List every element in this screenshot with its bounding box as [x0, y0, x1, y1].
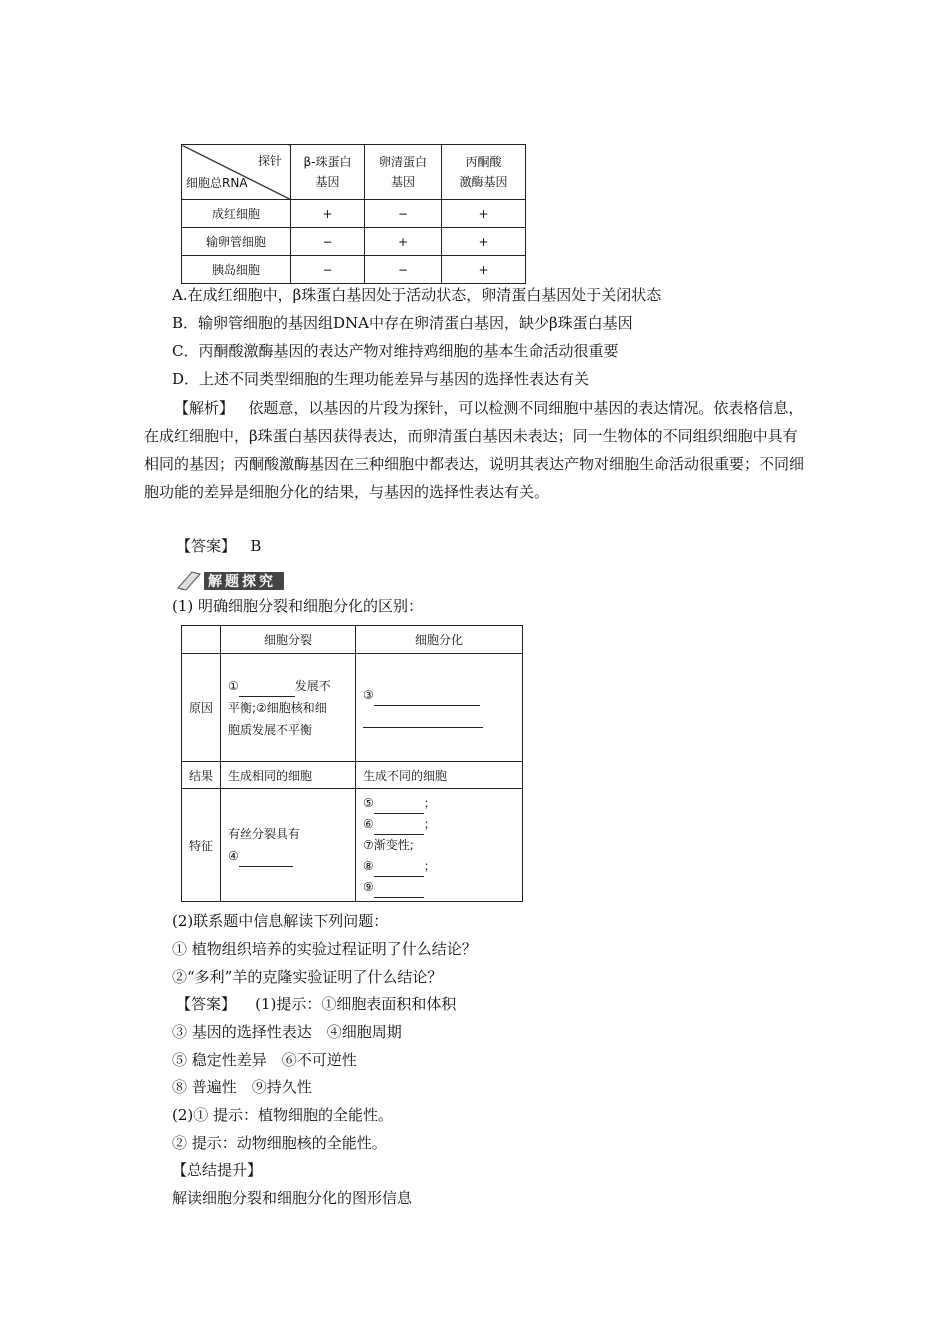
blank-6	[374, 834, 424, 835]
col-header: β-珠蛋白 基因	[291, 145, 365, 200]
marker-3: ③	[363, 688, 374, 702]
summary-text: 解读细胞分裂和细胞分化的图形信息	[172, 1189, 413, 1207]
row-label: 胰岛细胞	[182, 256, 291, 284]
question-1: (1) 明确细胞分裂和细胞分化的区别：	[172, 597, 424, 615]
marker-4: ④	[228, 849, 239, 863]
option-a: A.在成红细胞中，β珠蛋白基因处于活动状态，卵清蛋白基因处于关闭状态	[172, 286, 662, 304]
answer-line: ⑤ 稳定性差异 ⑥不可逆性	[172, 1051, 357, 1069]
row-label-result: 结果	[182, 762, 221, 789]
feature-text: 有丝分裂具有	[228, 827, 301, 841]
question-2-item: ②“多利”羊的克隆实验证明了什么结论？	[172, 968, 443, 986]
summary-label: 【总结提升】	[172, 1161, 263, 1179]
blank-1	[239, 696, 295, 697]
option-b: B．输卵管细胞的基因组DNA中存在卵清蛋白基因，缺少β珠蛋白基因	[172, 314, 633, 332]
blank-3	[374, 705, 480, 706]
cell-value: −	[291, 228, 365, 256]
analysis-label: 【解析】	[174, 399, 235, 417]
marker-5: ⑤	[363, 795, 374, 810]
blank-5	[374, 813, 424, 814]
option-c: C．丙酮酸激酶基因的表达产物对维持鸡细胞的基本生命活动很重要	[172, 342, 619, 360]
question-2-item: ① 植物组织培养的实验过程证明了什么结论？	[172, 940, 477, 958]
diagonal-header-cell	[182, 145, 291, 200]
cause-division-cell	[221, 654, 356, 762]
answer-2-line	[176, 994, 456, 1014]
cause-differentiation-cell	[356, 654, 523, 762]
header-probe: 探针	[257, 154, 282, 168]
cell-value: +	[442, 256, 526, 284]
answer-line: ⑧ 普遍性 ⑨持久性	[172, 1078, 312, 1096]
cell-value: +	[365, 228, 442, 256]
banner-text: 解题探究	[208, 574, 276, 590]
answer-value: B	[250, 537, 262, 555]
cell-value: −	[365, 200, 442, 228]
analysis-text: 依题意，以基因的片段为探针，可以检测不同细胞中基因的表达情况。依表格信息，在成红细胞中，β珠蛋白基因获得表达，而卵清蛋白基因未表达；同一生物体的不同组织细胞中具有相同的基因；丙酮酸激酶基因在三种细胞中都表达，说明其表达产物对细胞生命活动很重要；不同细胞功能的差异是细胞分化的结果，与基因的选择性表达有关。	[144, 399, 805, 501]
cell-value: +	[442, 200, 526, 228]
division-vs-differentiation-table	[181, 625, 523, 902]
result-differentiation: 生成不同的细胞	[356, 762, 523, 789]
col-header-differentiation: 细胞分化	[356, 626, 523, 654]
cell-value: −	[291, 256, 365, 284]
row-label: 成红细胞	[182, 200, 291, 228]
option-d: D．上述不同类型细胞的生理功能差异与基因的选择性表达有关	[172, 370, 590, 388]
cell-value: −	[365, 256, 442, 284]
feature-division-cell	[221, 789, 356, 902]
cause-text: 胞质发展不平衡	[228, 722, 313, 737]
feature-text: ⑦渐变性;	[363, 837, 414, 852]
probe-table	[181, 144, 526, 284]
cell-value: +	[291, 200, 365, 228]
marker-8: ⑧	[363, 858, 374, 873]
result-division: 生成相同的细胞	[221, 762, 356, 789]
marker-6: ⑥	[363, 816, 374, 831]
cause-text: 平衡;②细胞核和细	[228, 700, 327, 715]
blank-4	[239, 866, 293, 867]
marker-1: ①	[228, 678, 239, 693]
feature-differentiation-cell: ⑤ ； ⑥ ； ⑦渐变性; ⑧ ； ⑨	[356, 789, 523, 902]
blank-9	[374, 897, 424, 898]
blank-3-continued	[363, 715, 483, 728]
col-header: 卵清蛋白 基因	[365, 145, 442, 200]
row-label-cause: 原因	[182, 654, 221, 762]
cell-value: +	[442, 228, 526, 256]
row-label-feature: 特征	[182, 789, 221, 902]
col-header: 丙酮酸 激酶基因	[442, 145, 526, 200]
answer-line: (2)① 提示：植物细胞的全能性。	[172, 1106, 394, 1124]
header-rna: 细胞总RNA	[186, 176, 248, 190]
answer-line: ③ 基因的选择性表达 ④细胞周期	[172, 1023, 402, 1041]
col-header-division: 细胞分裂	[221, 626, 356, 654]
answer-line: ② 提示：动物细胞核的全能性。	[172, 1134, 387, 1152]
blank-8	[374, 876, 424, 877]
section-banner	[176, 568, 286, 592]
analysis-paragraph	[144, 394, 809, 506]
answer-label: 【答案】	[176, 537, 237, 555]
cause-text: 发展不	[294, 678, 331, 693]
marker-9: ⑨	[363, 879, 374, 894]
answer-line	[176, 536, 261, 556]
answer-label: 【答案】	[176, 995, 237, 1013]
row-label: 输卵管细胞	[182, 228, 291, 256]
answer-line: (1)提示：①细胞表面积和体积	[255, 995, 457, 1013]
empty-corner-cell	[182, 626, 221, 654]
question-2: (2)联系题中信息解读下列问题：	[172, 912, 389, 930]
